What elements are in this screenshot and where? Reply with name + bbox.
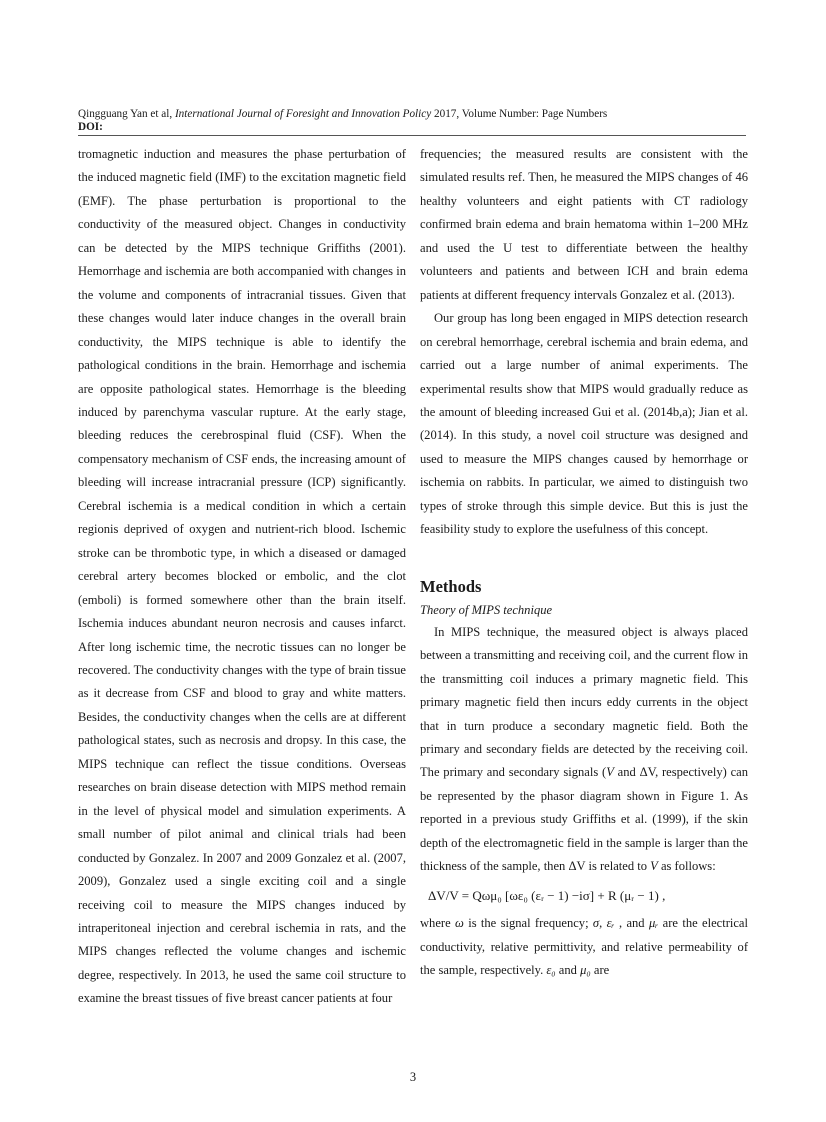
left-paragraph: tromagnetic induction and measures the phase perturbation of the induced magnetic field (IMF) to the excitation magnetic field (EMF). The phase perturbation is proportional to the conductivity of the measured object. Changes in conductivity can be detected by the MIPS technique Griffiths (2001). Hemorrhage and ischemia are both accompanied with changes in the volume and components of intracranial tissues. Given that these changes would later induce changes in the overall brain conductivity, the MIPS technique is able to identify the pathological conditions in the brain. Hemorrhage and ischemia are opposite pathological states. Hemorrhage is the bleeding induced by parenchyma vascular rupture. At the early stage, bleeding reduces the cerebrospinal fluid (CSF). When the compensatory mechanism of CSF ends, the increasing amount of bleeding will increase intracranial pressure (ICP) significantly. Cerebral ischemia is a medical condition in which a certain regionis deprived of oxygen and nutrient-rich blood. Ischemic stroke can be thrombotic type, in which a diseased or damaged cerebral artery becomes blocked or embolic, and the clot (emboli) is formed somewhere other than the brain itself. Ischemia induces abundant neuron necrosis and causes infarct. After long ischemic time, the necrotic tissues can no longer be recovered. The conductivity changes with the type of brain tissue as it decrease from CSF and blood to gray and white matters. Besides, the conductivity changes when the cells are at different pathological states, such as necrosis and dropsy. In this case, the MIPS technique can reflect the tissue conditions. Overseas researches on brain disease detection with MIPS method remain in the level of physical model and simulation experiments. A small number of pilot animal and clinical trials had been conducted by Gonzalez. In 2007 and 2009 Gonzalez et al. (2007, 2009), Gonzalez used a single exciting coil and a single receiving coil to measure the MIPS changes induced by intraperitoneal injection and cerebral ischemia in rats, and the MIPS changes reflected the volume changes and ischemic degree, respectively. In 2013, he used the same coil structure to examine the breast tissues of five breast cancer patients at four: [78, 147, 406, 1006]
running-header: [78, 108, 746, 133]
header-citation: [78, 108, 746, 121]
header-journal: International Journal of Foresight and Innovation Policy: [174, 108, 432, 120]
sym-epsilon-0: ε₀: [546, 963, 556, 978]
p4-text-2: is the signal frequency;: [463, 916, 593, 931]
right-paragraph-4: [420, 912, 748, 982]
var-v: V: [606, 765, 614, 780]
header-rule: [78, 135, 746, 136]
p4-text-1: where: [420, 916, 455, 931]
section-title-methods: Methods: [420, 576, 482, 596]
header-year-info: 2017, Volume Number: Page Numbers: [431, 108, 608, 120]
var-delta-v-2: ΔV: [568, 859, 586, 874]
p4-text-7: are: [590, 963, 610, 978]
p4-text-6: and: [555, 963, 581, 978]
right-paragraph-1: frequencies; the measured results are consistent with the simulated results ref. Then, he measured the MIPS changes of 46 healthy volunteers and eight patients with CT radiology confirmed brain edema and brain hematoma within 1–200 MHz and used the U test to differentiate between the healthy volunteers and patients and between ICH and brain edema patients at different frequency intervals Gonzalez et al. (2013).: [420, 147, 748, 302]
right-paragraph-2: Our group has long been engaged in MIPS detection research on cerebral hemorrhage, cerebral ischemia and brain edema, and carried out a large number of animal experiments. The experimental results show that MIPS would gradually reduce as the amount of bleeding increased Gui et al. (2014b,a); Jian et al. (2014). In this study, a novel coil structure was designed and used to measure the MIPS changes caused by hemorrhage or ischemia on rabbits. In particular, we aimed to distinguish two types of stroke through this simple device. But this is just the feasibility study to explore the usefulness of this concept.: [420, 311, 748, 537]
p3-text-1: In MIPS technique, the measured object is always placed between a transmitting and receiving coil, and the current flow in the transmitting coil induces a primary magnetic field. This primary magnetic field then incurs eddy currents in the object that in turn produce a secondary magnetic field. Both the primary and secondary fields are detected by the receiving coil. The primary and secondary signals (: [420, 624, 748, 780]
var-v-2: V: [650, 859, 658, 874]
header-doi: DOI:: [78, 120, 103, 133]
p4-text-4: , and: [614, 916, 649, 931]
right-paragraph-3: [420, 621, 748, 879]
sym-epsilon-r: εᵣ: [606, 916, 615, 931]
p3-text-4: as follows:: [657, 859, 716, 874]
p3-text-2: , respectively) can be represented by the phasor diagram shown in Figure 1. As reported in a previous study Griffiths et al. (1999), if the skin depth of the electromagnetic field in the sample is larger than the thickness of the sample, then: [420, 765, 748, 874]
page-number: 3: [409, 1070, 417, 1084]
right-column: [420, 143, 748, 983]
subsection-title-theory: Theory of MIPS technique: [420, 602, 553, 617]
left-column: [78, 143, 406, 1011]
p3-text-3: is related to: [585, 859, 651, 874]
sym-sigma: σ: [592, 916, 600, 931]
sym-mu-r: μᵣ: [648, 916, 659, 931]
p4-text-3: ,: [599, 916, 607, 931]
p3-text-and: and: [613, 765, 640, 780]
header-authors: Qingguang Yan et al,: [78, 108, 175, 120]
sym-omega: ω: [455, 916, 464, 931]
sym-mu-0: μ₀: [580, 963, 591, 978]
var-delta-v: ΔV: [639, 765, 656, 780]
p4-text-5: are the electrical conductivity, relative permittivity, and relative permeability of the sample, respectively.: [420, 916, 748, 978]
equation-1: ΔV/V = Qωμ₀ [ωε₀ (εᵣ − 1) −iσ] + R (μᵣ − 1) ,: [428, 887, 666, 903]
